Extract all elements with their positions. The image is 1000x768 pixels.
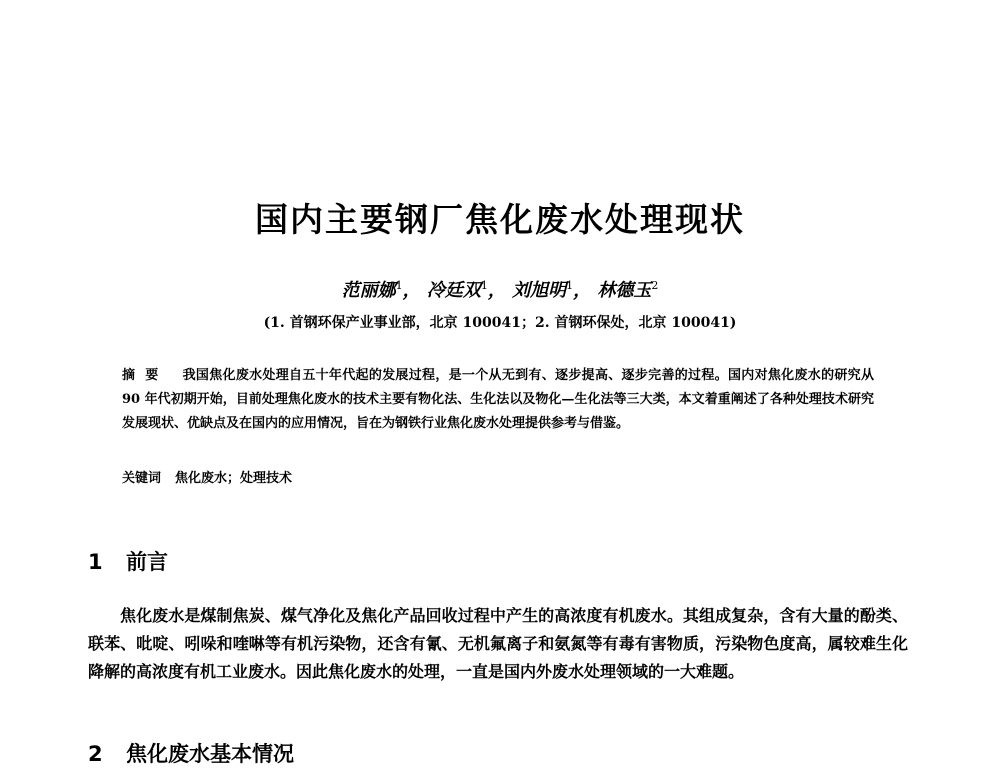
section-title: 焦化废水基本情况 [126,742,294,766]
abstract-text: 我国焦化废水处理自五十年代起的发展过程，是一个从无到有、逐步提高、逐步完善的过程。国内对焦化废水的研究从 90 年代初期开始，目前处理焦化废水的技术主要有物化法、生化法以及物化—生化法等三大类，本文着重阐述了各种处理技术研究发展现状、优缺点及在国内的应用情况，旨在为钢铁行业焦化废水处理提供参考与借鉴。 [122,368,874,431]
keywords [122,467,874,486]
body-paragraph: 焦化废水是煤制焦炭、煤气净化及焦化产品回收过程中产生的高浓度有机废水。其组成复杂，含有大量的酚类、联苯、吡啶、吲哚和喹啉等有机污染物，还含有氰、无机氟离子和氨氮等有毒有害物质，污染物色度高，属较难生化降解的高浓度有机工业废水。因此焦化废水的处理，一直是国内外废水处理领域的一大难题。 [88,606,908,681]
author-name: 范丽娜 [341,280,396,301]
section-heading [88,738,294,768]
keywords-label: 关键词 [122,471,162,486]
author-affiliation-mark: 1 [566,279,574,292]
author-name: 林德玉 [597,280,652,301]
section-title: 前言 [126,550,168,574]
author-affiliation-mark: 2 [651,279,659,292]
keywords-text: 焦化废水；处理技术 [175,471,293,486]
author-list [0,276,1000,302]
author-affiliation-mark: 1 [480,279,488,292]
author-separator: ， [487,280,506,301]
abstract-label: 摘要 [122,368,169,383]
section-number: 2 [88,742,103,766]
author-affiliation-mark: 1 [395,279,403,292]
author-name: 刘旭明 [512,280,567,301]
affiliation-line: (1. 首钢环保产业事业部，北京 100041；2. 首钢环保处，北京 100041) [263,315,737,331]
paper-title: 国内主要钢厂焦化废水处理现状 [255,200,745,239]
author-separator: ， [402,280,421,301]
section-number: 1 [88,550,103,574]
author-name: 冷廷双 [426,280,481,301]
author-separator: ， [573,280,592,301]
section-heading [88,546,168,576]
abstract [122,364,874,436]
